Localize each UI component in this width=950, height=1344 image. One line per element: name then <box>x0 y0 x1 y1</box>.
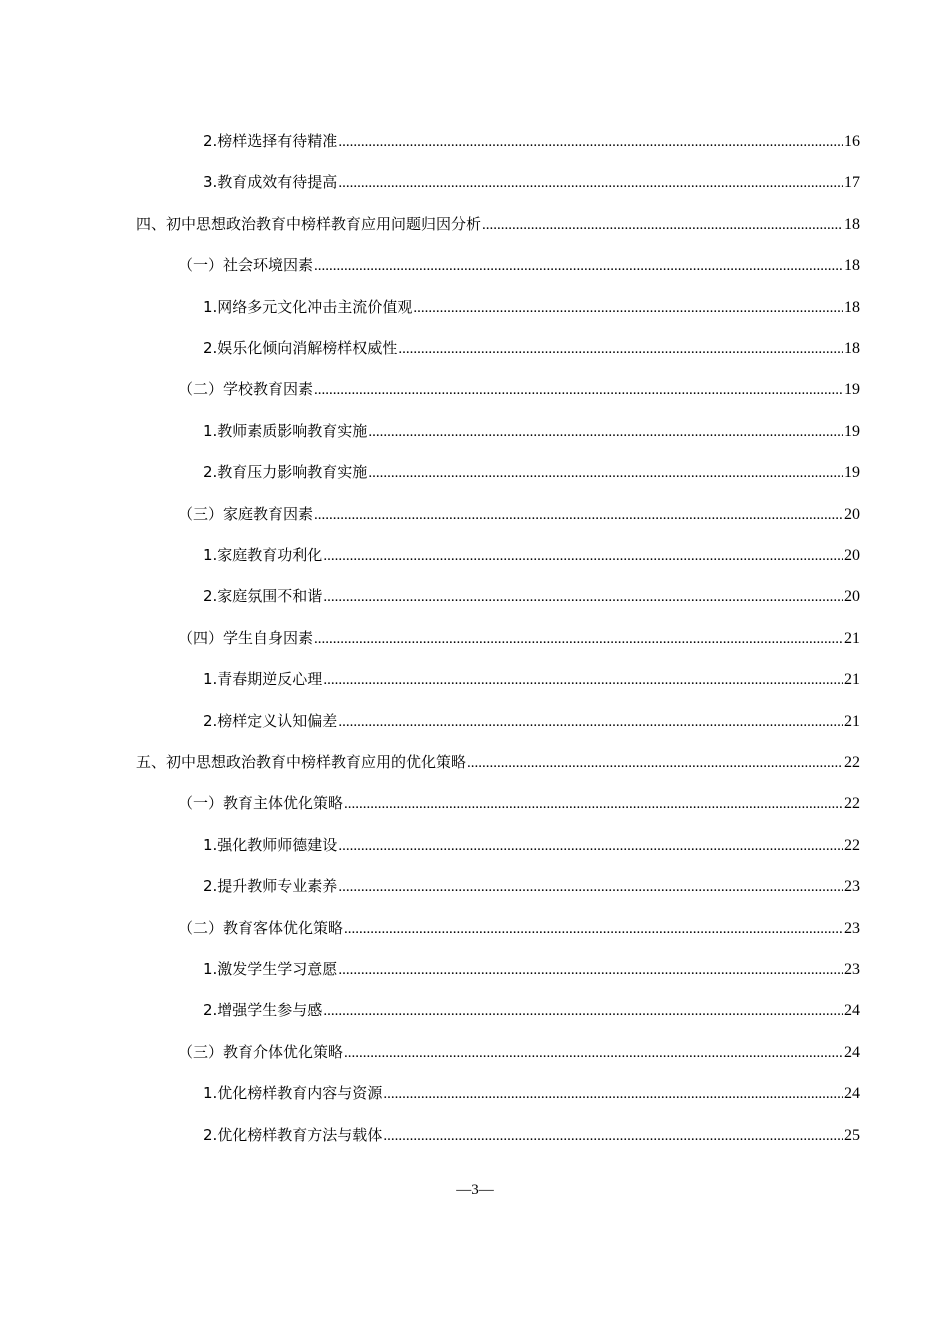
toc-dot-leader <box>314 378 843 402</box>
toc-entry-page-number: 18 <box>844 299 860 316</box>
page-number: —3— <box>456 1182 494 1198</box>
toc-entry-label: 1.优化榜样教育内容与资源 <box>203 1084 383 1102</box>
toc-entry[interactable] <box>178 502 860 526</box>
toc-dot-leader <box>338 958 843 982</box>
toc-dot-leader <box>338 834 843 858</box>
toc-entry[interactable] <box>136 750 860 774</box>
toc-entry[interactable] <box>178 916 860 940</box>
toc-dot-leader <box>323 668 843 692</box>
toc-entry-label: （二）教育客体优化策略 <box>178 919 344 937</box>
toc-dot-leader <box>368 420 843 444</box>
toc-entry-page-number: 20 <box>844 588 860 605</box>
toc-entry[interactable] <box>203 129 860 153</box>
toc-entry-page-number: 23 <box>844 920 860 937</box>
toc-entry-label: 2.优化榜样教育方法与载体 <box>203 1126 383 1144</box>
toc-entry-label: 1.网络多元文化冲击主流价值观 <box>203 298 413 316</box>
toc-entry-label: 1.激发学生学习意愿 <box>203 960 338 978</box>
toc-entry[interactable] <box>203 543 860 567</box>
toc-entry-label: 五、初中思想政治教育中榜样教育应用的优化策略 <box>136 753 467 771</box>
toc-entry[interactable] <box>203 584 860 608</box>
toc-entry[interactable] <box>178 253 860 277</box>
toc-entry-page-number: 21 <box>844 630 860 647</box>
toc-entry[interactable] <box>203 833 860 857</box>
toc-dot-leader <box>323 544 843 568</box>
toc-dot-leader <box>383 1124 843 1148</box>
toc-entry-label: 2.榜样定义认知偏差 <box>203 712 338 730</box>
toc-entry-label: 2.娱乐化倾向消解榜样权威性 <box>203 339 398 357</box>
toc-entry-page-number: 18 <box>844 340 860 357</box>
toc-entry-label: 2.榜样选择有待精准 <box>203 132 338 150</box>
toc-entry[interactable] <box>203 874 860 898</box>
toc-entry-label: 2.增强学生参与感 <box>203 1001 323 1019</box>
toc-dot-leader <box>314 503 843 527</box>
toc-entry[interactable] <box>203 419 860 443</box>
toc-entry-page-number: 18 <box>844 257 860 274</box>
toc-entry-label: （一）教育主体优化策略 <box>178 794 344 812</box>
toc-entry-label: 四、初中思想政治教育中榜样教育应用问题归因分析 <box>136 215 482 233</box>
toc-entry-label: 1.强化教师师德建设 <box>203 836 338 854</box>
toc-entry-label: 1.家庭教育功利化 <box>203 546 323 564</box>
toc-entry-label: （二）学校教育因素 <box>178 380 314 398</box>
toc-dot-leader <box>344 1041 843 1065</box>
toc-dot-leader <box>368 461 843 485</box>
toc-dot-leader <box>482 213 843 237</box>
toc-dot-leader <box>413 296 843 320</box>
toc-entry-page-number: 20 <box>844 547 860 564</box>
toc-dot-leader <box>467 751 843 775</box>
toc-entry-page-number: 21 <box>844 713 860 730</box>
toc-dot-leader <box>314 254 843 278</box>
toc-entry-page-number: 24 <box>844 1002 860 1019</box>
toc-dot-leader <box>323 585 843 609</box>
toc-entry[interactable] <box>203 460 860 484</box>
toc-entry-page-number: 17 <box>844 174 860 191</box>
toc-entry-label: 3.教育成效有待提高 <box>203 173 338 191</box>
toc-entry[interactable] <box>203 170 860 194</box>
toc-dot-leader <box>314 627 843 651</box>
toc-entry-label: 2.家庭氛围不和谐 <box>203 587 323 605</box>
toc-entry-label: 2.教育压力影响教育实施 <box>203 463 368 481</box>
toc-entry-page-number: 19 <box>844 464 860 481</box>
toc-entry-label: 1.教师素质影响教育实施 <box>203 422 368 440</box>
toc-dot-leader <box>344 792 843 816</box>
toc-entry[interactable] <box>178 791 860 815</box>
toc-entry-page-number: 24 <box>844 1085 860 1102</box>
toc-entry[interactable] <box>203 957 860 981</box>
toc-entry[interactable] <box>178 1040 860 1064</box>
toc-entry-page-number: 18 <box>844 216 860 233</box>
toc-entry-page-number: 22 <box>844 795 860 812</box>
toc-entry-page-number: 22 <box>844 754 860 771</box>
toc-entry-page-number: 16 <box>844 133 860 150</box>
toc-entry[interactable] <box>203 1123 860 1147</box>
toc-entry[interactable] <box>203 667 860 691</box>
toc-dot-leader <box>338 171 843 195</box>
toc-entry[interactable] <box>178 626 860 650</box>
toc-entry-page-number: 22 <box>844 837 860 854</box>
toc-entry[interactable] <box>203 709 860 733</box>
toc-entry-label: 1.青春期逆反心理 <box>203 670 323 688</box>
toc-dot-leader <box>344 917 843 941</box>
toc-entry-label: （四）学生自身因素 <box>178 629 314 647</box>
toc-entry-label: 2.提升教师专业素养 <box>203 877 338 895</box>
toc-dot-leader <box>338 710 843 734</box>
toc-entry[interactable] <box>203 1081 860 1105</box>
toc-entry-page-number: 23 <box>844 878 860 895</box>
toc-dot-leader <box>398 337 843 361</box>
toc-dot-leader <box>323 999 843 1023</box>
toc-entry-page-number: 24 <box>844 1044 860 1061</box>
toc-entry-label: （三）教育介体优化策略 <box>178 1043 344 1061</box>
toc-entry[interactable] <box>203 998 860 1022</box>
toc-entry-label: （三）家庭教育因素 <box>178 505 314 523</box>
toc-entry-page-number: 23 <box>844 961 860 978</box>
toc-entry[interactable] <box>136 212 860 236</box>
toc-entry[interactable] <box>203 336 860 360</box>
toc-entry-page-number: 19 <box>844 423 860 440</box>
toc-entry-page-number: 20 <box>844 506 860 523</box>
toc-entry-page-number: 25 <box>844 1127 860 1144</box>
toc-entry-page-number: 21 <box>844 671 860 688</box>
toc-entry-page-number: 19 <box>844 381 860 398</box>
toc-entry[interactable] <box>203 295 860 319</box>
toc-dot-leader <box>338 875 843 899</box>
toc-entry-label: （一）社会环境因素 <box>178 256 314 274</box>
toc-dot-leader <box>383 1082 843 1106</box>
toc-entry[interactable] <box>178 377 860 401</box>
toc-dot-leader <box>338 130 843 154</box>
